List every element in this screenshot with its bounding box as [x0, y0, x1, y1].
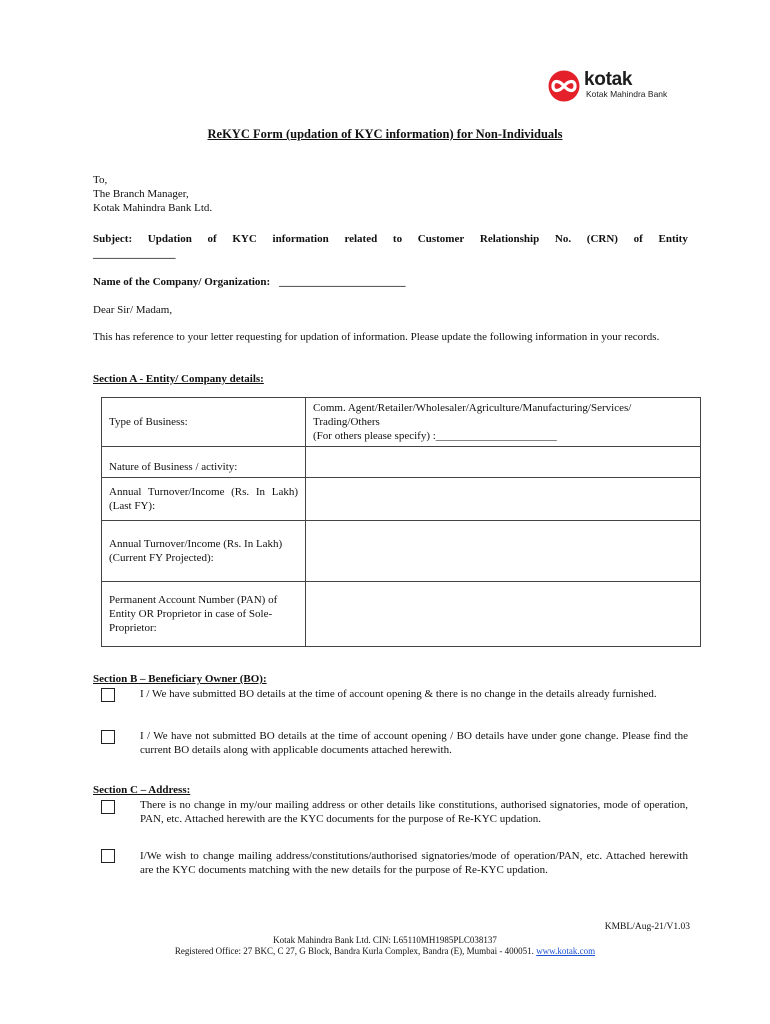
subject-word: of: [207, 233, 217, 245]
nature-of-business-label: Nature of Business / activity:: [102, 447, 306, 478]
bo-changed-checkbox[interactable]: [101, 730, 115, 744]
company-name-label: Name of the Company/ Organization:: [93, 276, 271, 288]
section-a-heading: Section A - Entity/ Company details:: [93, 373, 264, 385]
subject-word: KYC: [232, 233, 257, 245]
entity-details-table: [101, 397, 701, 647]
business-options-line-2: Trading/Others: [313, 416, 380, 428]
nature-of-business-field[interactable]: [306, 447, 701, 478]
subject-word: Subject:: [93, 233, 133, 245]
turnover-current-fy-field[interactable]: [306, 521, 701, 582]
company-name-blank[interactable]: _______________________: [278, 276, 406, 288]
address-line-1: The Branch Manager,: [93, 188, 189, 200]
turnover-last-fy-field[interactable]: [306, 478, 701, 521]
footer-office: [0, 945, 770, 957]
kotak-logo: [548, 68, 688, 102]
table-row: [102, 521, 701, 582]
type-of-business-label: Type of Business:: [102, 398, 306, 447]
turnover-current-fy-label-line-2: (Current FY Projected):: [109, 552, 214, 564]
address-no-change-text: There is no change in my/our mailing address or other details like constitutions, authorised signatories, mode of operation, PAN, etc. Attached herewith are the KYC documents for the purpose of Re-KYC updation.: [140, 799, 688, 825]
table-row: [102, 398, 701, 447]
kotak-infinity-icon: [548, 70, 580, 102]
footer-website-link[interactable]: www.kotak.com: [536, 946, 596, 956]
section-b-heading: Section B – Beneficiary Owner (BO):: [93, 673, 267, 685]
intro-paragraph: This has reference to your letter requesting for updation of information. Please update the following information in your records.: [93, 331, 660, 343]
address-to: To,: [93, 174, 108, 186]
form-title: ReKYC Form (updation of KYC information) for Non-Individuals: [207, 127, 563, 141]
form-version: KMBL/Aug-21/V1.03: [604, 922, 690, 932]
subject-word: Relationship: [479, 233, 540, 245]
table-row: [102, 582, 701, 647]
subject-word: to: [392, 233, 403, 245]
subject-word: Updation: [147, 233, 192, 245]
bo-no-change-text: I / We have submitted BO details at the time of account opening & there is no change in the details already furnished.: [140, 688, 657, 700]
subject-word: information: [272, 233, 329, 245]
subject-word: No.: [554, 233, 572, 245]
subject-line: [93, 232, 688, 247]
subject-word: Entity: [658, 233, 688, 245]
footer-cin: Kotak Mahindra Bank Ltd. CIN: L65110MH1985PLC038137: [273, 935, 497, 945]
turnover-current-fy-label: [102, 521, 306, 582]
turnover-last-fy-label: Annual Turnover/Income (Rs. In Lakh) (Last FY):: [102, 478, 306, 521]
business-options-line-1: Comm. Agent/Retailer/Wholesaler/Agriculture/Manufacturing/Services/: [313, 402, 632, 414]
address-no-change-checkbox[interactable]: [101, 800, 115, 814]
greeting: Dear Sir/ Madam,: [93, 304, 173, 316]
subject: [93, 232, 688, 262]
turnover-current-fy-label-line-1: Annual Turnover/Income (Rs. In Lakh): [109, 538, 283, 550]
bo-no-change-checkbox[interactable]: [101, 688, 115, 702]
subject-word: (CRN): [586, 233, 618, 245]
subject-word: of: [633, 233, 643, 245]
subject-blank[interactable]: _______________: [93, 248, 176, 260]
bo-changed-text: I / We have not submitted BO details at the time of account opening / BO details have under gone change. Please find the current BO details along with applicable documents attached herewith.: [140, 730, 688, 756]
subject-word: related: [344, 233, 378, 245]
address-change-text: I/We wish to change mailing address/constitutions/authorised signatories/mode of operation/PAN, etc. Attached herewith are the KYC documents matching with the new details for the purpose of Re-KYC updation.: [140, 850, 688, 876]
address-line-2: Kotak Mahindra Bank Ltd.: [93, 202, 213, 214]
logo-word: kotak: [584, 69, 633, 90]
subject-word: Customer: [417, 233, 465, 245]
table-row: [102, 478, 701, 521]
pan-label: Permanent Account Number (PAN) of Entity OR Proprietor in case of Sole-Proprietor:: [102, 582, 306, 647]
footer-office-address: Registered Office: 27 BKC, C 27, G Block, Bandra Kurla Complex, Bandra (E), Mumbai - 400051.: [174, 946, 534, 956]
business-others-specify[interactable]: (For others please specify) :______________________: [313, 430, 557, 442]
section-c-heading: Section C – Address:: [93, 784, 191, 796]
table-row: [102, 447, 701, 478]
logo-subtitle: Kotak Mahindra Bank: [586, 89, 668, 99]
pan-field[interactable]: [306, 582, 701, 647]
company-name-row: [93, 275, 405, 289]
address-change-checkbox[interactable]: [101, 849, 115, 863]
type-of-business-field[interactable]: [306, 398, 701, 447]
